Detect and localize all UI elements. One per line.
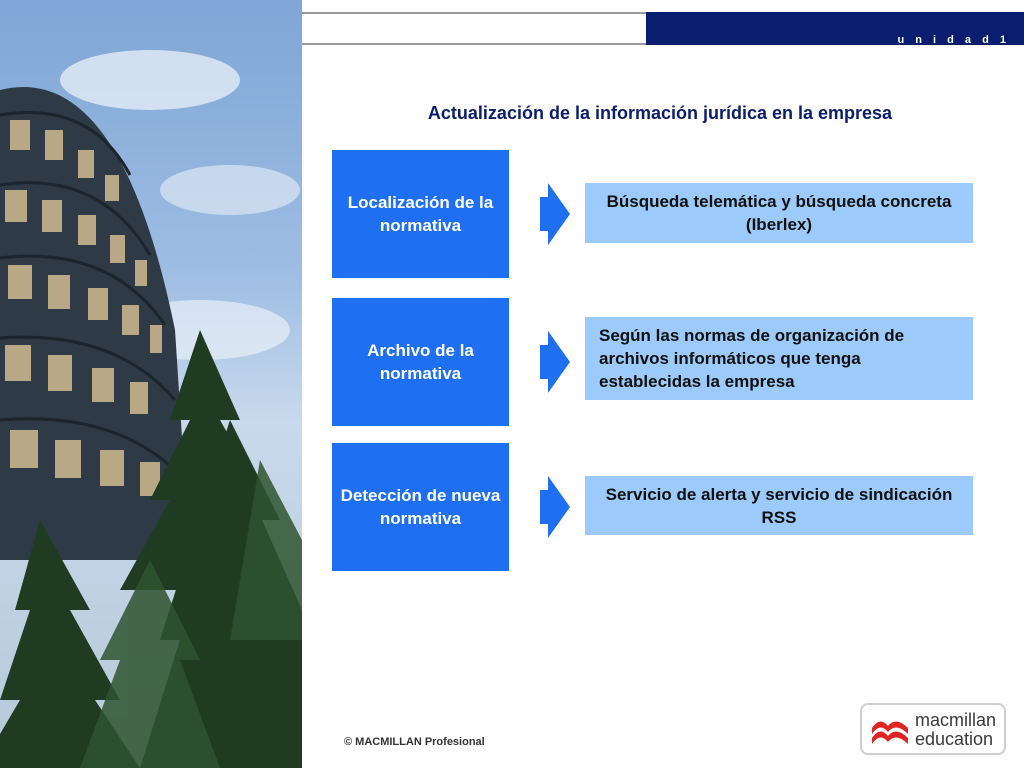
header-band <box>646 12 1024 45</box>
logo-line1: macmillan <box>915 710 997 730</box>
building-photo-illustration <box>0 0 302 768</box>
step-box: Localización de la normativa <box>332 150 509 278</box>
macmillan-logo-mark-icon <box>870 712 910 748</box>
unit-label: u n i d a d 1 <box>897 34 1010 46</box>
description-box: Búsqueda telemática y búsqueda concreta (Iberlex) <box>585 183 973 243</box>
slide-title: Actualización de la información jurídica en la empresa <box>427 103 893 123</box>
right-arrow-icon <box>540 183 570 245</box>
description-box: Servicio de alerta y servicio de sindicación RSS <box>585 476 973 535</box>
logo-line2: education <box>915 729 994 749</box>
description-box: Según las normas de organización de archivos informáticos que tenga establecidas la empresa <box>585 317 973 400</box>
step-box: Archivo de la normativa <box>332 298 509 426</box>
copyright-text: © MACMILLAN Profesional <box>344 736 485 748</box>
step-box: Detección de nueva normativa <box>332 443 509 571</box>
cover-photo <box>0 0 302 768</box>
logo-wordmark <box>915 711 996 749</box>
right-arrow-icon <box>540 331 570 393</box>
right-arrow-icon <box>540 476 570 538</box>
header-rule <box>302 12 646 45</box>
macmillan-education-logo <box>860 703 1006 755</box>
